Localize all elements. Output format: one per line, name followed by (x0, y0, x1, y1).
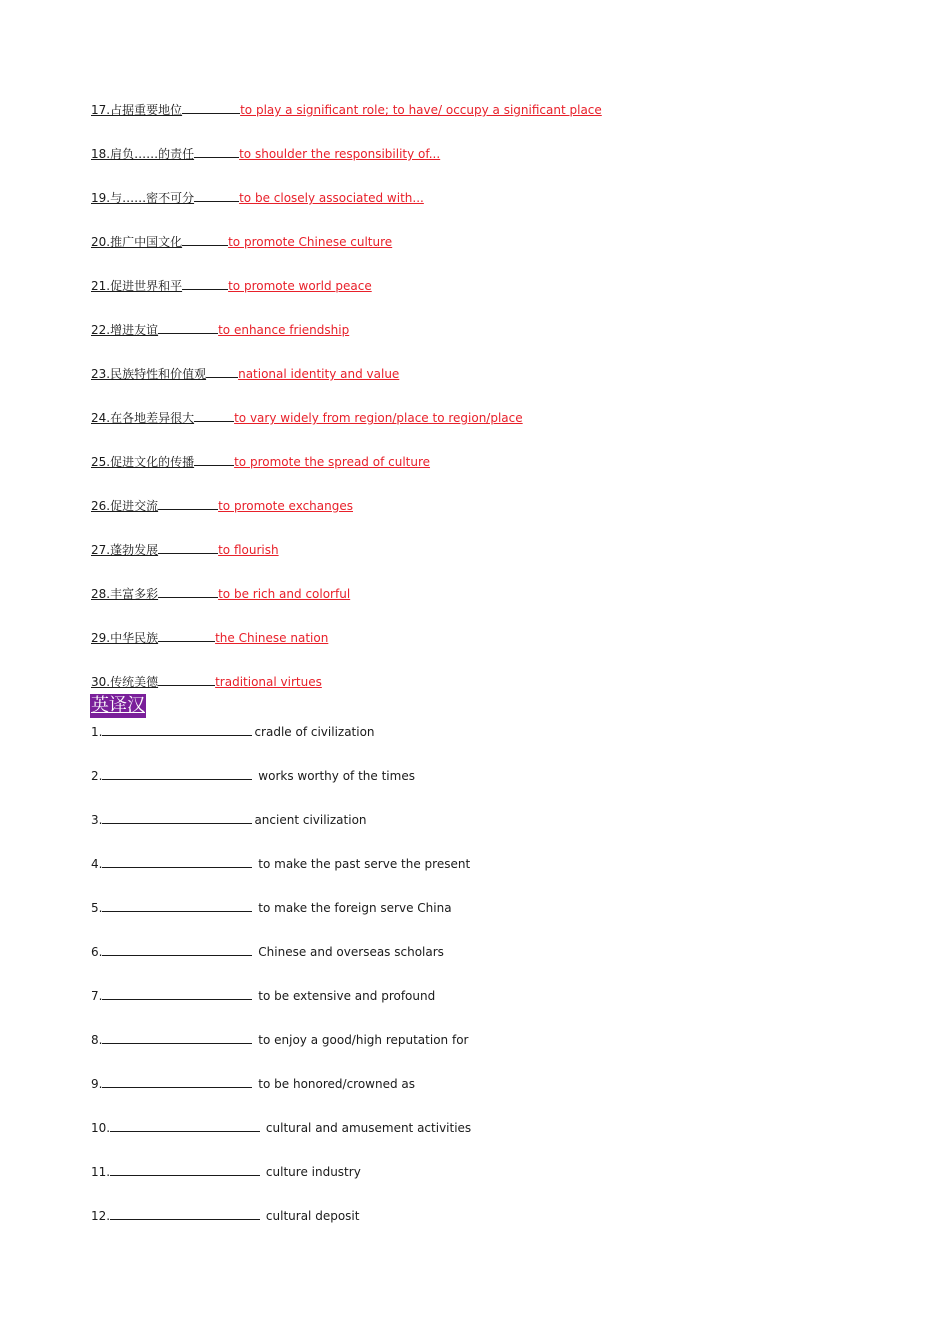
item-prompt: 27.蓬勃发展 (91, 543, 159, 557)
answer-gap (206, 365, 238, 378)
item-answer: to be closely associated with... (239, 191, 424, 205)
c2e-item (91, 189, 424, 206)
c2e-item (91, 541, 279, 558)
item-prompt: 26.促进交流 (91, 499, 159, 513)
answer-gap (182, 101, 240, 114)
item-answer: to be rich and colorful (218, 587, 351, 601)
item-prompt: 23.民族特性和价值观 (91, 367, 207, 381)
answer-gap (182, 233, 228, 246)
item-answer: to vary widely from region/place to region/place (234, 411, 523, 425)
item-english: ancient civilization (254, 813, 367, 827)
item-number: 12. (91, 1209, 111, 1223)
answer-gap (158, 673, 215, 686)
item-prompt: 18.肩负……的责任 (91, 147, 195, 161)
e2c-item (91, 811, 367, 828)
answer-gap (194, 145, 239, 158)
c2e-item (91, 101, 602, 118)
c2e-item (91, 145, 440, 162)
item-number: 5. (91, 901, 103, 915)
e2c-item (91, 899, 452, 916)
answer-blank[interactable] (110, 1207, 260, 1220)
item-number: 3. (91, 813, 103, 827)
item-number: 4. (91, 857, 103, 871)
item-prompt: 22.增进友谊 (91, 323, 159, 337)
c2e-item (91, 585, 350, 602)
item-answer: to promote Chinese culture (228, 235, 393, 249)
item-number: 6. (91, 945, 103, 959)
item-english: culture industry (265, 1165, 361, 1179)
item-english: cradle of civilization (254, 725, 375, 739)
e2c-item (91, 987, 435, 1004)
e2c-item (91, 767, 415, 784)
c2e-item (91, 409, 523, 426)
answer-blank[interactable] (110, 1163, 260, 1176)
answer-blank[interactable] (102, 899, 252, 912)
c2e-item (91, 233, 392, 250)
answer-gap (158, 585, 218, 598)
item-english: to make the foreign serve China (258, 901, 452, 915)
item-answer: to shoulder the responsibility of... (239, 147, 441, 161)
answer-blank[interactable] (102, 943, 252, 956)
c2e-item (91, 497, 353, 514)
answer-gap (182, 277, 228, 290)
answer-blank[interactable] (102, 767, 252, 780)
e2c-item (91, 943, 444, 960)
item-answer: to promote exchanges (218, 499, 353, 513)
item-number: 2. (91, 769, 103, 783)
c2e-item (91, 453, 430, 470)
item-english: to enjoy a good/high reputation for (258, 1033, 469, 1047)
item-english: to make the past serve the present (258, 857, 471, 871)
item-number: 10. (91, 1121, 111, 1135)
item-prompt: 25.促进文化的传播 (91, 455, 195, 469)
item-english: Chinese and overseas scholars (258, 945, 444, 959)
answer-blank[interactable] (102, 1031, 252, 1044)
item-prompt: 17.占据重要地位 (91, 103, 183, 117)
item-prompt: 21.促进世界和平 (91, 279, 183, 293)
c2e-item (91, 321, 349, 338)
item-english: to be extensive and profound (258, 989, 436, 1003)
answer-blank[interactable] (102, 1075, 252, 1088)
answer-gap (158, 629, 215, 642)
answer-blank[interactable] (102, 987, 252, 1000)
item-number: 7. (91, 989, 103, 1003)
answer-blank[interactable] (110, 1119, 260, 1132)
item-number: 8. (91, 1033, 103, 1047)
section-header: 英译汉 (91, 695, 145, 716)
e2c-item (91, 1119, 471, 1136)
item-prompt: 20.推广中国文化 (91, 235, 183, 249)
item-answer: national identity and value (238, 367, 400, 381)
item-number: 9. (91, 1077, 103, 1091)
answer-gap (194, 189, 239, 202)
item-number: 11. (91, 1165, 111, 1179)
item-number: 1. (91, 725, 103, 739)
answer-gap (158, 541, 218, 554)
item-answer: to flourish (218, 543, 279, 557)
item-answer: the Chinese nation (215, 631, 329, 645)
answer-gap (158, 321, 218, 334)
item-prompt: 24.在各地差异很大 (91, 411, 195, 425)
item-answer: traditional virtues (215, 675, 322, 689)
answer-gap (194, 409, 234, 422)
item-prompt: 29.中华民族 (91, 631, 159, 645)
e2c-item (91, 1163, 361, 1180)
item-answer: to play a significant role; to have/ occupy a significant place (240, 103, 602, 117)
item-prompt: 30.传统美德 (91, 675, 159, 689)
item-answer: to promote the spread of culture (234, 455, 431, 469)
e2c-item (91, 723, 375, 740)
answer-blank[interactable] (102, 811, 252, 824)
e2c-item (91, 1075, 415, 1092)
item-english: to be honored/crowned as (258, 1077, 416, 1091)
c2e-item (91, 629, 328, 646)
e2c-item (91, 1031, 468, 1048)
answer-blank[interactable] (102, 723, 252, 736)
e2c-item (91, 855, 470, 872)
item-answer: to promote world peace (228, 279, 372, 293)
item-prompt: 19.与……密不可分 (91, 191, 195, 205)
item-prompt: 28.丰富多彩 (91, 587, 159, 601)
c2e-item (91, 277, 372, 294)
answer-gap (194, 453, 234, 466)
item-answer: to enhance friendship (218, 323, 350, 337)
answer-blank[interactable] (102, 855, 252, 868)
item-english: cultural and amusement activities (265, 1121, 472, 1135)
item-english: cultural deposit (265, 1209, 360, 1223)
c2e-item (91, 673, 322, 690)
c2e-item (91, 365, 399, 382)
item-english: works worthy of the times (258, 769, 415, 783)
answer-gap (158, 497, 218, 510)
e2c-item (91, 1207, 359, 1224)
